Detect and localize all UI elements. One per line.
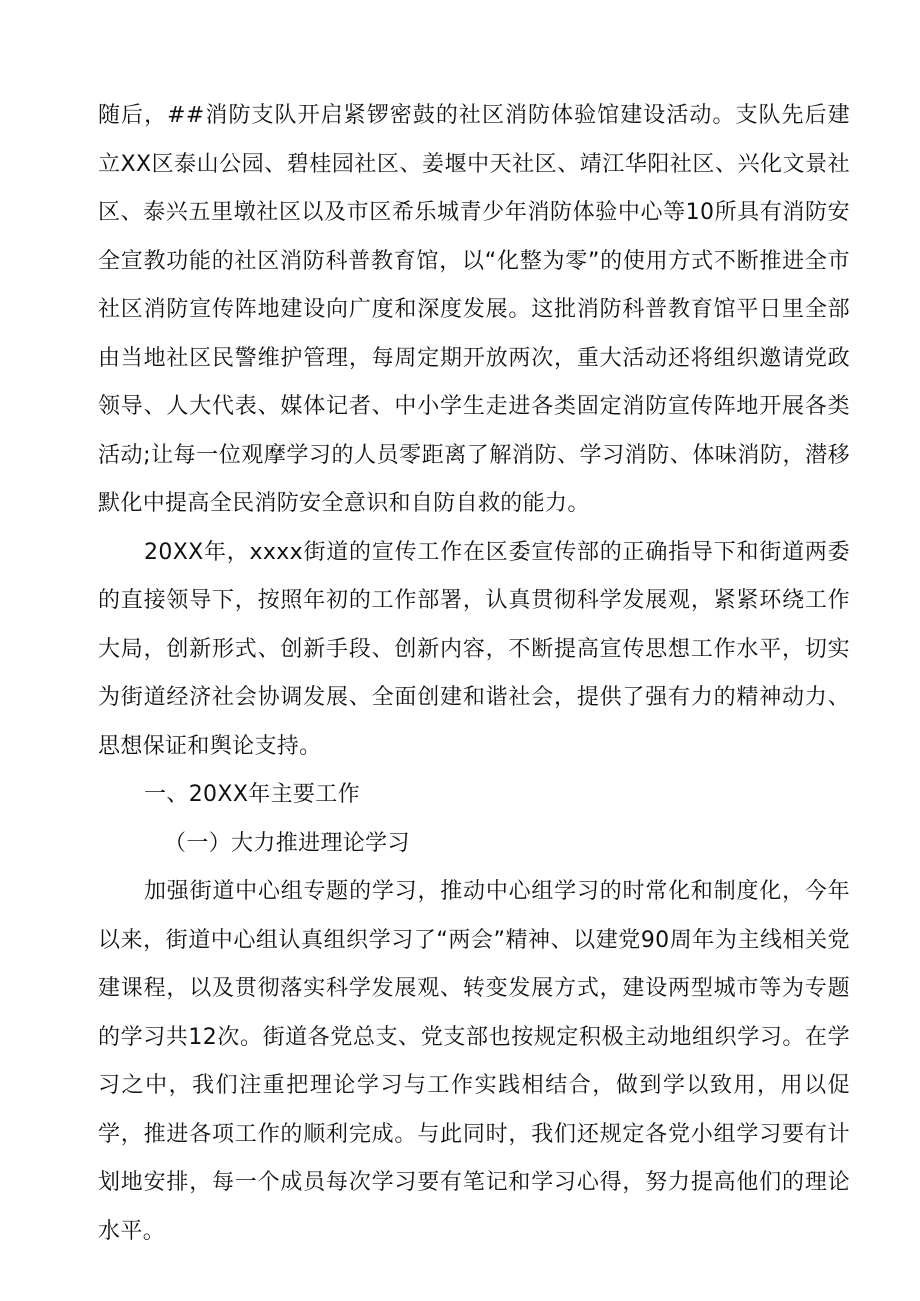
paragraph-theory-study: 加强街道中心组专题的学习，推动中心组学习的时常化和制度化，今年以来，街道中心组认真组织学习了“两会”精神、以建党90周年为主线相关党建课程，以及贯彻落实科学发展观、转变发展方式，建设两型城市等为专题的学习共12次。街道各党总支、党支部也按规定积极主动地组织学习。在学习之中，我们注重把理论学习与工作实践相结合，做到学以致用，用以促学，推进各项工作的顺利完成。与此同时，我们还规定各党小组学习要有计划地安排，每一个成员每次学习要有笔记和学习心得，努力提高他们的理论水平。 [98,879,850,1244]
paragraph-street-publicity: 20XX年，xxxx街道的宣传工作在区委宣传部的正确指导下和街道两委的直接领导下，按照年初的工作部署，认真贯彻科学发展观，紧紧环绕工作大局，创新形式、创新手段、创新内容，不断提高宣传思想工作水平，切实为街道经济社会协调发展、全面创建和谐社会，提供了强有力的精神动力、思想保证和舆论支持。 [98,539,850,759]
section-heading: 一、20XX年主要工作 [144,782,360,807]
subsection-heading: （一）大力推进理论学习 [164,830,410,856]
paragraph-fire-education: 随后，##消防支队开启紧锣密鼓的社区消防体验馆建设活动。支队先后建立XX区泰山公园、碧桂园社区、姜堰中天社区、靖江华阳社区、兴化文景社区、泰兴五里墩社区以及市区希乐城青少年消防体验中心等10所具有消防安全宣教功能的社区消防科普教育馆，以“化整为零”的使用方式不断推进全市社区消防宣传阵地建设向广度和深度发展。这批消防科普教育馆平日里全部由当地社区民警维护管理，每周定期开放两次，重大活动还将组织邀请党政领导、人大代表、媒体记者、中小学生走进各类固定消防宣传阵地开展各类活动;让每一位观摩学习的人员零距离了解消防、学习消防、体味消防，潜移默化中提高全民消防安全意识和自防自救的能力。 [98,103,850,516]
document-page [98,92,850,1256]
